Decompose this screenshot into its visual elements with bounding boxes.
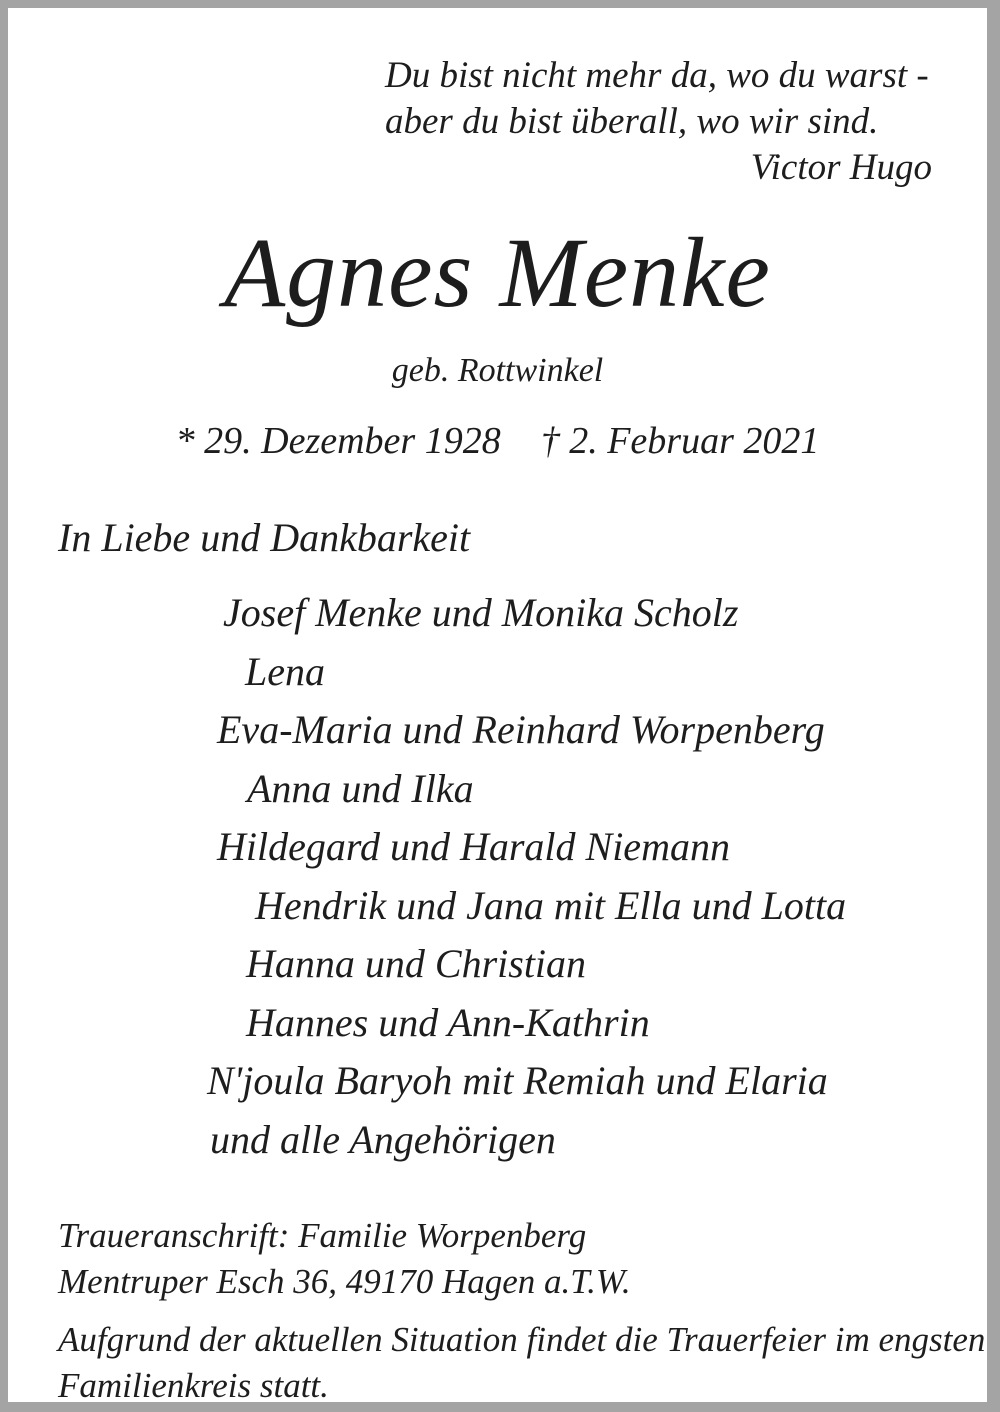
epigraph (385, 53, 932, 191)
life-dates (8, 418, 987, 464)
mourner-line: Hildegard und Harald Niemann (217, 824, 730, 869)
funeral-notice-line-2: Familienkreis statt. (58, 1366, 329, 1402)
deceased-name: Agnes Menke (224, 217, 771, 328)
condolence-address-line-2: Mentruper Esch 36, 49170 Hagen a.T.W. (58, 1262, 631, 1301)
epigraph-attribution: Victor Hugo (750, 147, 932, 188)
mourning-intro: In Liebe und Dankbarkeit (58, 515, 471, 560)
epigraph-line-2: aber du bist überall, wo wir sind. (385, 101, 879, 142)
epigraph-line-1: Du bist nicht mehr da, wo du warst - (385, 55, 929, 96)
mourner-line: Hanna und Christian (246, 941, 587, 986)
condolence-address (58, 1213, 631, 1305)
funeral-notice-line-1: Aufgrund der aktuellen Situation findet die Trauerfeier im engsten (58, 1320, 986, 1359)
mourner-line: Hendrik und Jana mit Ella und Lotta (255, 882, 847, 928)
mourners-list (8, 584, 987, 1169)
birth-date: * 29. Dezember 1928 (175, 420, 501, 462)
mourner-line: Hannes und Ann-Kathrin (246, 999, 650, 1045)
mourner-line: Eva-Maria und Reinhard Worpenberg (217, 707, 825, 752)
obituary-page (8, 8, 987, 1402)
maiden-name: geb. Rottwinkel (391, 352, 604, 389)
mourner-line: Anna und Ilka (247, 765, 474, 811)
mourner-line: und alle Angehörigen (210, 1116, 556, 1162)
funeral-notice (58, 1317, 985, 1402)
mourner-line: N'joula Baryoh mit Remiah und Elaria (207, 1058, 828, 1103)
mourner-line: Lena (245, 648, 325, 694)
condolence-address-line-1: Traueranschrift: Familie Worpenberg (58, 1216, 587, 1255)
mourner-line: Josef Menke und Monika Scholz (223, 590, 739, 635)
death-date: † 2. Februar 2021 (540, 420, 820, 462)
